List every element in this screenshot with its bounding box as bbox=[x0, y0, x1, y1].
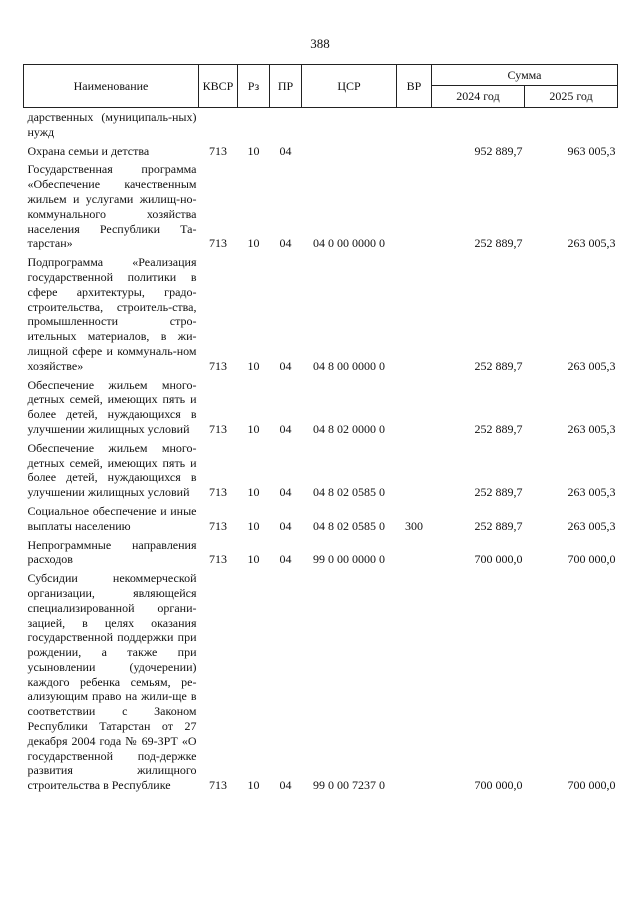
cell-name: Охрана семьи и детства bbox=[27, 143, 150, 158]
cell-vr bbox=[397, 571, 432, 797]
cell-sum2024: 700 000,0 bbox=[474, 778, 523, 793]
cell-sum2025: 263 005,3 bbox=[567, 518, 616, 533]
cell-csr bbox=[302, 108, 397, 144]
cell-vr bbox=[397, 378, 432, 441]
header-csr: ЦСР bbox=[302, 65, 397, 108]
cell-rz bbox=[238, 108, 270, 144]
cell-sum2025: 700 000,0 bbox=[567, 552, 616, 567]
header-rz: Рз bbox=[238, 65, 270, 108]
cell-name: Субсидии некоммерческой организации, являющейся специализированной органи-зацией, в целях оказания государственной поддержки при рождении, а также при усыновлении (удочерении) каждого ребенка семьям, ре-ализующим право на жили-ще в соответствии с Законом Республики Татарстан от 27 декабря 2004 года № 69-ЗРТ «О государственной под-держке развития жилищного строительства в Республике bbox=[27, 571, 197, 793]
cell-kvsr: 713 bbox=[209, 778, 227, 793]
header-kvsr: КВСР bbox=[199, 65, 238, 108]
header-year-2024: 2024 год bbox=[432, 86, 525, 108]
cell-name: Социальное обеспечение и иные выплаты населению bbox=[27, 503, 197, 533]
table-row bbox=[24, 144, 618, 163]
cell-kvsr: 713 bbox=[209, 143, 227, 158]
cell-sum2025: 700 000,0 bbox=[567, 778, 616, 793]
cell-vr bbox=[397, 162, 432, 255]
cell-sum2024: 952 889,7 bbox=[474, 143, 523, 158]
cell-rz: 10 bbox=[247, 143, 260, 158]
header-pr: ПР bbox=[270, 65, 302, 108]
cell-sum2024: 252 889,7 bbox=[474, 358, 523, 373]
cell-rz: 10 bbox=[247, 518, 260, 533]
cell-pr: 04 bbox=[279, 421, 292, 436]
cell-pr: 04 bbox=[279, 552, 292, 567]
cell-csr: 99 0 00 7237 0 bbox=[313, 778, 385, 793]
cell-kvsr bbox=[199, 108, 238, 144]
cell-sum2025: 263 005,3 bbox=[567, 485, 616, 500]
cell-csr: 04 8 02 0585 0 bbox=[313, 485, 385, 500]
cell-rz: 10 bbox=[247, 421, 260, 436]
cell-sum2024: 252 889,7 bbox=[474, 236, 523, 251]
cell-vr bbox=[397, 441, 432, 504]
cell-rz: 10 bbox=[247, 485, 260, 500]
header-sum: Сумма bbox=[432, 65, 618, 86]
table-body bbox=[24, 108, 618, 798]
cell-rz: 10 bbox=[247, 236, 260, 251]
budget-table bbox=[23, 64, 618, 797]
cell-pr bbox=[270, 108, 302, 144]
cell-name: Подпрограмма «Реализация государственной политики в сфере архитектуры, градо-строительства, строитель-ства, промышленности стро-ительных материалов, в жи-лищной сфере и коммуналь-ном хозяйстве» bbox=[27, 255, 197, 373]
cell-name: Обеспечение жильем много-детных семей, имеющих пять и более детей, нуждающихся в улучшении жилищных условий bbox=[27, 440, 197, 500]
cell-vr bbox=[397, 108, 432, 144]
cell-pr: 04 bbox=[279, 518, 292, 533]
cell-vr: 300 bbox=[405, 518, 423, 533]
table-row bbox=[24, 441, 618, 504]
cell-kvsr: 713 bbox=[209, 485, 227, 500]
cell-rz: 10 bbox=[247, 778, 260, 793]
cell-vr bbox=[397, 538, 432, 572]
cell-pr: 04 bbox=[279, 358, 292, 373]
cell-csr bbox=[302, 144, 397, 163]
table-row bbox=[24, 571, 618, 797]
header-year-2025: 2025 год bbox=[525, 86, 618, 108]
cell-sum2024: 252 889,7 bbox=[474, 518, 523, 533]
cell-sum2024: 252 889,7 bbox=[474, 421, 523, 436]
table-row bbox=[24, 255, 618, 377]
cell-name: Непрограммные направления расходов bbox=[27, 537, 197, 567]
table-header bbox=[24, 65, 618, 108]
cell-rz: 10 bbox=[247, 358, 260, 373]
cell-sum2025 bbox=[525, 108, 618, 144]
cell-kvsr: 713 bbox=[209, 421, 227, 436]
cell-kvsr: 713 bbox=[209, 358, 227, 373]
page-number: 388 bbox=[310, 36, 330, 51]
table-row bbox=[24, 162, 618, 255]
table-row bbox=[24, 504, 618, 538]
cell-csr: 04 8 02 0000 0 bbox=[313, 421, 385, 436]
cell-csr: 04 8 02 0585 0 bbox=[313, 518, 385, 533]
table-row bbox=[24, 378, 618, 441]
cell-pr: 04 bbox=[279, 236, 292, 251]
cell-sum2024: 700 000,0 bbox=[474, 552, 523, 567]
cell-sum2025: 963 005,3 bbox=[567, 143, 616, 158]
cell-sum2025: 263 005,3 bbox=[567, 358, 616, 373]
cell-kvsr: 713 bbox=[209, 236, 227, 251]
table-row bbox=[24, 538, 618, 572]
header-name: Наименование bbox=[24, 65, 199, 108]
table-row bbox=[24, 108, 618, 144]
cell-csr: 04 0 00 0000 0 bbox=[313, 236, 385, 251]
cell-sum2025: 263 005,3 bbox=[567, 421, 616, 436]
cell-csr: 04 8 00 0000 0 bbox=[313, 358, 385, 373]
cell-name: Государственная программа «Обеспечение качественным жильем и услугами жилищ-но-коммунального хозяйства населения Республики Та-тарстан» bbox=[27, 162, 197, 251]
cell-sum2024: 252 889,7 bbox=[474, 485, 523, 500]
cell-kvsr: 713 bbox=[209, 552, 227, 567]
cell-pr: 04 bbox=[279, 143, 292, 158]
header-vr: ВР bbox=[397, 65, 432, 108]
cell-vr bbox=[397, 255, 432, 377]
cell-pr: 04 bbox=[279, 778, 292, 793]
cell-vr bbox=[397, 144, 432, 163]
cell-name: Обеспечение жильем много-детных семей, имеющих пять и более детей, нуждающихся в улучшении жилищных условий bbox=[27, 377, 197, 436]
cell-sum2024 bbox=[432, 108, 525, 144]
cell-csr: 99 0 00 0000 0 bbox=[313, 552, 385, 567]
cell-name: дарственных (муниципаль-ных) нужд bbox=[27, 110, 197, 139]
cell-rz: 10 bbox=[247, 552, 260, 567]
cell-sum2025: 263 005,3 bbox=[567, 236, 616, 251]
cell-pr: 04 bbox=[279, 485, 292, 500]
cell-kvsr: 713 bbox=[209, 518, 227, 533]
